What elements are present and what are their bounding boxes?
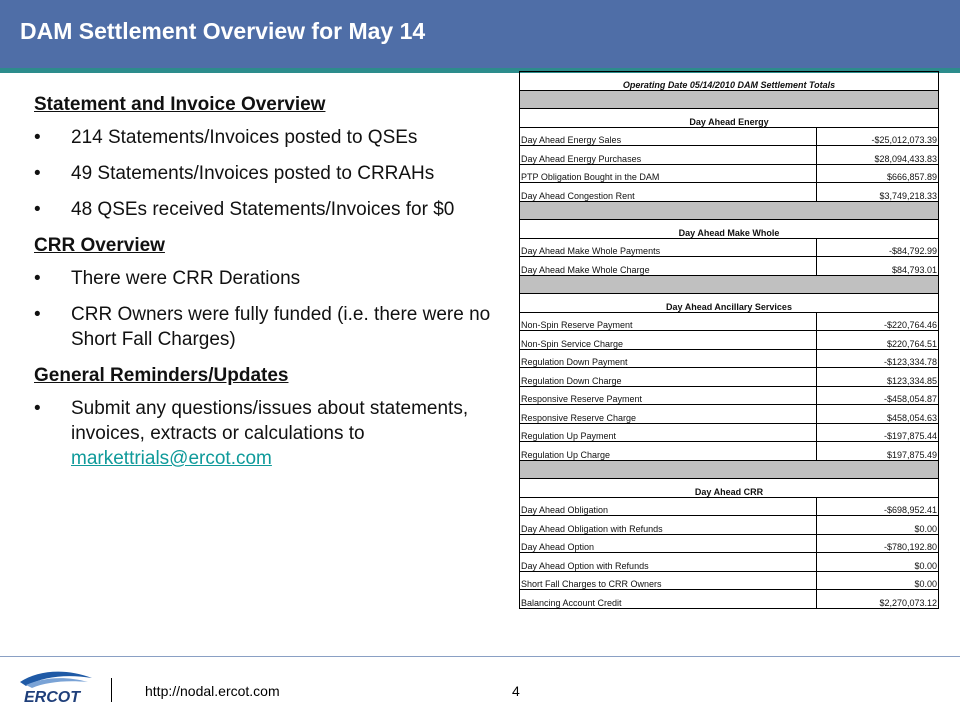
row-label: Balancing Account Credit <box>520 590 817 609</box>
row-label: Day Ahead Energy Purchases <box>520 146 817 165</box>
row-label: Day Ahead Congestion Rent <box>520 183 817 202</box>
row-label: Non-Spin Reserve Payment <box>520 312 817 331</box>
row-value: -$123,334.78 <box>817 349 939 368</box>
row-label: Day Ahead Make Whole Payments <box>520 238 817 257</box>
table-title-row <box>520 72 939 91</box>
table-title: Operating Date 05/14/2010 DAM Settlement Totals <box>520 72 939 91</box>
row-label: Regulation Down Charge <box>520 368 817 387</box>
row-label: Regulation Down Payment <box>520 349 817 368</box>
slide-header <box>0 0 960 68</box>
table-row <box>520 331 939 350</box>
statement-bullet: • 48 QSEs received Statements/Invoices for $0 <box>34 197 520 222</box>
table-row <box>520 516 939 535</box>
row-value: $666,857.89 <box>817 164 939 183</box>
row-value: $2,270,073.12 <box>817 590 939 609</box>
ercot-logo-icon <box>16 666 96 706</box>
row-value: -$220,764.46 <box>817 312 939 331</box>
table-row <box>520 497 939 516</box>
table-row <box>520 146 939 165</box>
row-label: Day Ahead Obligation <box>520 497 817 516</box>
row-label: Day Ahead Make Whole Charge <box>520 257 817 276</box>
row-value: $123,334.85 <box>817 368 939 387</box>
table-row <box>520 590 939 609</box>
row-value: -$197,875.44 <box>817 423 939 442</box>
section-row <box>520 220 939 239</box>
row-label: PTP Obligation Bought in the DAM <box>520 164 817 183</box>
statement-bullet: • 214 Statements/Invoices posted to QSEs <box>34 125 520 150</box>
reminder-text: Submit any questions/issues about statements, invoices, extracts or calculations to <box>71 398 469 444</box>
table-row <box>520 312 939 331</box>
reminders-heading: General Reminders/Updates <box>34 365 289 386</box>
table-row <box>520 164 939 183</box>
row-value: $84,793.01 <box>817 257 939 276</box>
row-value: $197,875.49 <box>817 442 939 461</box>
row-value: -$780,192.80 <box>817 534 939 553</box>
table-row <box>520 368 939 387</box>
row-label: Short Fall Charges to CRR Owners <box>520 571 817 590</box>
table-row <box>520 349 939 368</box>
crr-heading: CRR Overview <box>34 235 165 256</box>
row-label: Day Ahead Energy Sales <box>520 127 817 146</box>
row-label: Day Ahead Option <box>520 534 817 553</box>
table-row <box>520 183 939 202</box>
ancillary-section-label: Day Ahead Ancillary Services <box>520 294 939 313</box>
footer-rule <box>0 656 960 657</box>
row-value: $3,749,218.33 <box>817 183 939 202</box>
row-label: Day Ahead Obligation with Refunds <box>520 516 817 535</box>
footer-divider <box>111 678 112 702</box>
row-value: $220,764.51 <box>817 331 939 350</box>
row-value: $458,054.63 <box>817 405 939 424</box>
spacer-row <box>520 460 939 479</box>
logo-text: ERCOT <box>24 689 80 706</box>
page-number: 4 <box>512 683 520 699</box>
row-value: -$698,952.41 <box>817 497 939 516</box>
table-row <box>520 423 939 442</box>
footer-url[interactable]: http://nodal.ercot.com <box>145 683 280 699</box>
row-value: $0.00 <box>817 571 939 590</box>
statement-bullet: • 49 Statements/Invoices posted to CRRAHs <box>34 161 520 186</box>
energy-section-label: Day Ahead Energy <box>520 109 939 128</box>
crr-section-label: Day Ahead CRR <box>520 479 939 498</box>
row-value: -$25,012,073.39 <box>817 127 939 146</box>
table-row <box>520 571 939 590</box>
table-row <box>520 127 939 146</box>
table-row <box>520 405 939 424</box>
table-row <box>520 534 939 553</box>
table-row <box>520 386 939 405</box>
make-whole-section-label: Day Ahead Make Whole <box>520 220 939 239</box>
row-value: $28,094,433.83 <box>817 146 939 165</box>
table-row <box>520 238 939 257</box>
email-link[interactable]: markettrials@ercot.com <box>71 448 272 469</box>
reminder-bullet <box>34 396 520 471</box>
row-label: Regulation Up Payment <box>520 423 817 442</box>
crr-bullet: • CRR Owners were fully funded (i.e. there were no Short Fall Charges) <box>34 302 520 352</box>
section-row <box>520 109 939 128</box>
spacer-row <box>520 275 939 294</box>
row-value: $0.00 <box>817 553 939 572</box>
row-label: Responsive Reserve Payment <box>520 386 817 405</box>
section-row <box>520 479 939 498</box>
row-label: Non-Spin Service Charge <box>520 331 817 350</box>
row-value: -$458,054.87 <box>817 386 939 405</box>
spacer-row <box>520 201 939 220</box>
row-label: Responsive Reserve Charge <box>520 405 817 424</box>
section-row <box>520 294 939 313</box>
table-row <box>520 553 939 572</box>
row-label: Regulation Up Charge <box>520 442 817 461</box>
row-label: Day Ahead Option with Refunds <box>520 553 817 572</box>
slide-title: DAM Settlement Overview for May 14 <box>20 18 426 44</box>
row-value: $0.00 <box>817 516 939 535</box>
statement-heading: Statement and Invoice Overview <box>34 94 326 115</box>
spacer-row <box>520 90 939 109</box>
table-row <box>520 257 939 276</box>
settlement-totals-table <box>519 71 939 609</box>
crr-bullet: • There were CRR Derations <box>34 266 520 291</box>
row-value: -$84,792.99 <box>817 238 939 257</box>
table-row <box>520 442 939 461</box>
overview-content <box>34 86 520 482</box>
